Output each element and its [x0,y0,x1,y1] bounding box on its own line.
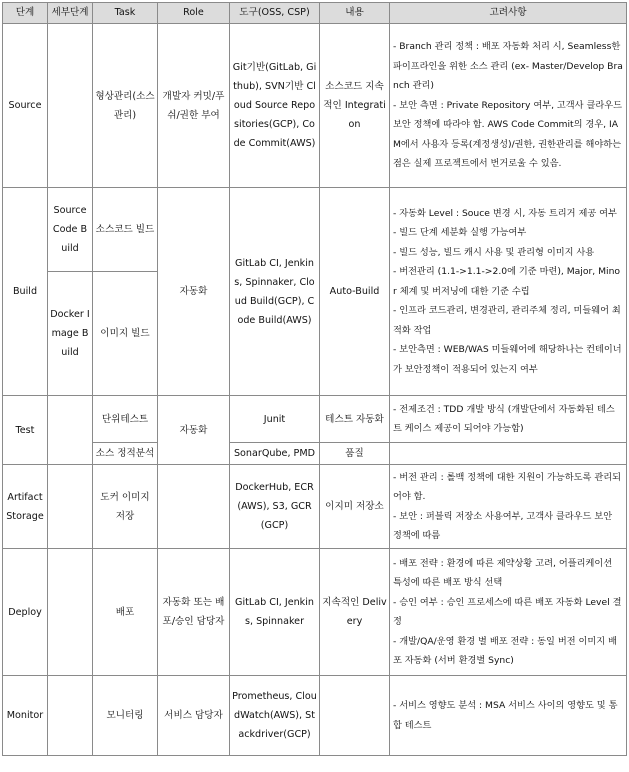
content-cell [320,676,390,756]
table-row-source [3,24,627,188]
table-row-artifact [3,465,627,549]
tools-cell: Git기반(GitLab, Github), SVN기반 Cloud Source Repositories(GCP), Code Commit(AWS) [230,24,320,188]
table-row-test-unit [3,396,627,443]
content-cell: 지속적인 Delivery [320,549,390,676]
table-row-test-static [3,443,627,465]
table-row-build-source [3,188,627,272]
content-cell: 테스트 자동화 [320,396,390,443]
stage-cell: Build [3,188,48,396]
role-cell: 서비스 담당자 [158,676,230,756]
task-cell: 소스코드 빌드 [93,188,158,272]
task-cell: 형상관리(소스관리) [93,24,158,188]
tools-cell: DockerHub, ECR(AWS), S3, GCR(GCP) [230,465,320,549]
stage-cell: Monitor [3,676,48,756]
header-row [3,3,627,24]
role-cell: 자동화 [158,188,230,396]
considerations-cell [390,443,627,465]
task-cell: 단위테스트 [93,396,158,443]
note-line: - 서비스 영향도 분석 : MSA 서비스 사이의 영향도 및 통합 테스트 [393,700,618,731]
role-cell [158,465,230,549]
header-content: 내용 [320,3,390,24]
header-tools: 도구(OSS, CSP) [230,3,320,24]
task-cell: 이미지 빌드 [93,272,158,396]
tools-cell: GitLab CI, Jenkins, Spinnaker, Cloud Build(GCP), Code Build(AWS) [230,188,320,396]
considerations-cell [390,549,627,676]
header-role: Role [158,3,230,24]
header-stage: 단계 [3,3,48,24]
role-cell: 개발자 커밋/푸쉬/권한 부여 [158,24,230,188]
content-cell: Auto-Build [320,188,390,396]
note-line: - 배포 전략 : 환경에 따른 제약상황 고려, 어플리케이션 특성에 따른 배포 방식 선택 [393,557,613,588]
note-line: - 보안 : 퍼블릭 저장소 사용여부, 고객사 클라우드 보안 정책에 따름 [393,510,613,541]
substage-cell [48,24,93,188]
devops-pipeline-table [2,2,627,756]
note-line: - 보안측면 : WEB/WAS 미들웨어에 해당하나는 컨테이너가 보안정책이 적용되어 있는지 여부 [393,344,622,375]
note-line: - 보안 측면 : Private Repository 여부, 고객사 클라우드 보안 정책에 따라야 함. AWS Code Commit의 경우, IAM에서 사용자 등록(계정생성)/권한, 권한관리를 해야하는 점은 실제 프로젝트에서 번거로울 수 있음. [393,99,622,170]
header-substage: 세부단계 [48,3,93,24]
note-line: - Branch 관리 정책 : 배포 자동화 처리 시, Seamless한 파이프라인을 위한 소스 관리 (ex- Master/Develop Branch 관리) [393,41,623,92]
task-cell: 모니터링 [93,676,158,756]
content-cell: 이지미 저장소 [320,465,390,549]
tools-cell: Prometheus, CloudWatch(AWS), Stackdriver(GCP) [230,676,320,756]
content-cell: 소스코드 지속적인 Integration [320,24,390,188]
note-line: - 버전 관리 : 롤백 정책에 대한 지원이 가능하도록 관리되어야 함. [393,471,621,502]
considerations-cell [390,24,627,188]
note-line: - 빌드 단계 세분화 실행 가능여부 [393,227,527,239]
role-cell: 자동화 또는 배포/승인 담당자 [158,549,230,676]
substage-cell [48,676,93,756]
considerations-cell [390,676,627,756]
substage-cell [48,549,93,676]
note-line: - 개발/QA/운영 환경 별 배포 전략 : 동일 버전 이미지 배포 자동화 (서버 환경별 Sync) [393,635,617,666]
note-line: - 전제조건 : TDD 개발 방식 (개발단에서 자동화된 테스트 케이스 제공이 되어야 가능함) [393,403,615,434]
tools-cell: SonarQube, PMD [230,443,320,465]
header-considerations: 고려사항 [390,3,627,24]
stage-cell: Source [3,24,48,188]
substage-cell [48,396,93,465]
stage-cell: Test [3,396,48,465]
task-cell: 소스 정적분석 [93,443,158,465]
substage-cell: Docker Image Build [48,272,93,396]
note-line: - 빌드 성능, 빌드 캐시 사용 및 관리형 이미지 사용 [393,246,595,258]
content-cell: 품질 [320,443,390,465]
table-row-deploy [3,549,627,676]
considerations-cell [390,465,627,549]
note-line: - 인프라 코드관리, 변경관리, 관리주체 정리, 미들웨어 최적화 작업 [393,305,621,336]
note-line: - 자동화 Level : Souce 변경 시, 자동 트리거 제공 여부 [393,207,617,219]
stage-cell: Deploy [3,549,48,676]
header-task: Task [93,3,158,24]
substage-cell [48,465,93,549]
table-row-monitor [3,676,627,756]
task-cell: 배포 [93,549,158,676]
stage-cell: Artifact Storage [3,465,48,549]
task-cell: 도커 이미지 저장 [93,465,158,549]
substage-cell: Source Code Build [48,188,93,272]
tools-cell: Junit [230,396,320,443]
considerations-cell [390,188,627,396]
considerations-cell [390,396,627,443]
tools-cell: GitLab CI, Jenkins, Spinnaker [230,549,320,676]
note-line: - 버전관리 (1.1->1.1->2.0에 기준 마련), Major, Minor 체계 및 버저닝에 대한 기준 수립 [393,266,621,297]
note-line: - 승인 여부 : 승인 프로세스에 따른 배포 자동화 Level 결정 [393,596,622,627]
role-cell: 자동화 [158,396,230,465]
